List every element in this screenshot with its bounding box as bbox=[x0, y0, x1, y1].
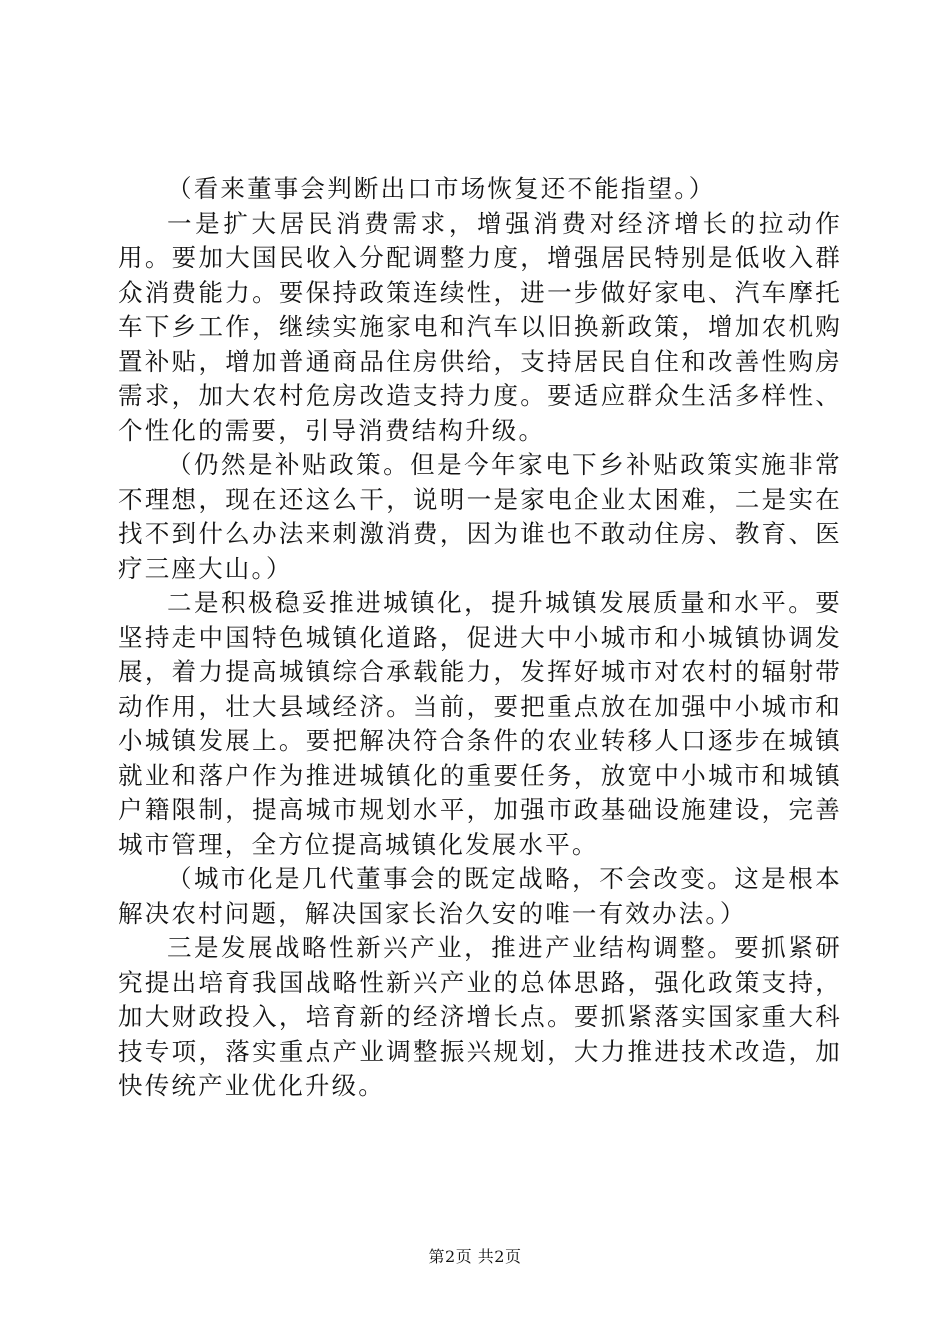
paragraph-emerging-industries: 三是发展战略性新兴产业，推进产业结构调整。要抓紧研究提出培育我国战略性新兴产业的总体思路，强化政策支持，加大财政投入，培育新的经济增长点。要抓紧落实国家重大科技专项，落实重点产业调整振兴规划，大力推进技术改造，加快传统产业优化升级。 bbox=[118, 933, 842, 1100]
paragraph-note-urbanization-strategy: （城市化是几代董事会的既定战略，不会改变。这是根本解决农村问题，解决国家长治久安的唯一有效办法。） bbox=[118, 864, 842, 928]
paragraph-consumer-demand: 一是扩大居民消费需求，增强消费对经济增长的拉动作用。要加大国民收入分配调整力度，增强居民特别是低收入群众消费能力。要保持政策连续性，进一步做好家电、汽车摩托车下乡工作，继续实施家电和汽车以旧换新政策，增加农机购置补贴，增加普通商品住房供给，支持居民自住和改善性购房需求，加大农村危房改造支持力度。要适应群众生活多样性、个性化的需要，引导消费结构升级。 bbox=[118, 208, 842, 445]
page-footer: 第2页 共2页 bbox=[428, 1247, 522, 1266]
document-body bbox=[118, 172, 842, 1104]
paragraph-urbanization: 二是积极稳妥推进城镇化，提升城镇发展质量和水平。要坚持走中国特色城镇化道路，促进大中小城市和小城镇协调发展，着力提高城镇综合承载能力，发挥好城市对农村的辐射带动作用，壮大县域经济。当前，要把重点放在加强中小城市和小城镇发展上。要把解决符合条件的农业转移人口逐步在城镇就业和落户作为推进城镇化的重要任务，放宽中小城市和城镇户籍限制，提高城市规划水平，加强市政基础设施建设，完善城市管理，全方位提高城镇化发展水平。 bbox=[118, 588, 842, 859]
paragraph-note-export-market: （看来董事会判断出口市场恢复还不能指望。） bbox=[167, 174, 716, 203]
paragraph-note-subsidy-policy: （仍然是补贴政策。但是今年家电下乡补贴政策实施非常不理想，现在还这么干，说明一是家电企业太困难，二是实在找不到什么办法来刺激消费，因为谁也不敢动住房、教育、医疗三座大山。） bbox=[118, 450, 842, 583]
